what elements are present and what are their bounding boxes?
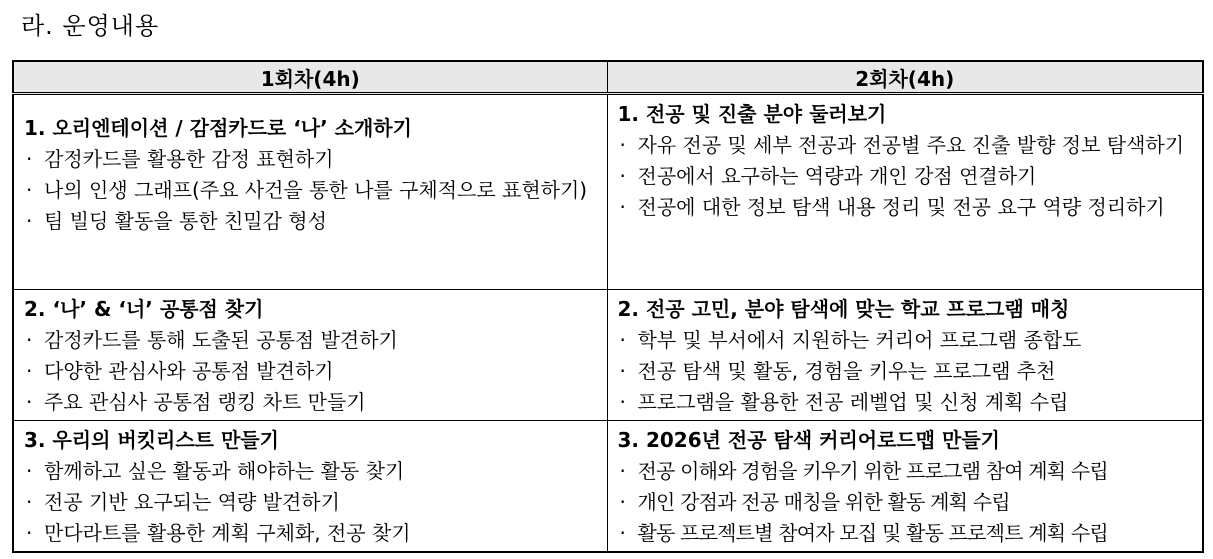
session-1-topic-3-title: 3. 우리의 버킷리스트 만들기 bbox=[24, 428, 279, 452]
list-item: · 개인 강점과 전공 매칭을 위한 활동 계획 수립 bbox=[618, 487, 1193, 518]
list-item: · 감정카드를 활용한 감정 표현하기 bbox=[24, 144, 597, 175]
list-item: · 전공에서 요구하는 역량과 개인 강점 연결하기 bbox=[618, 161, 1193, 192]
table-cell bbox=[13, 290, 607, 421]
list-item: · 만다라트를 활용한 계획 구체화, 전공 찾기 bbox=[24, 518, 597, 549]
table-cell bbox=[13, 94, 607, 290]
table-row bbox=[13, 94, 1203, 290]
table-cell bbox=[607, 421, 1203, 553]
list-item: · 전공 탐색 및 활동, 경험을 키우는 프로그램 추천 bbox=[618, 356, 1193, 387]
list-item: · 다양한 관심사와 공통점 발견하기 bbox=[24, 356, 597, 387]
table-row bbox=[13, 290, 1203, 421]
session-1-topic-2-title: 2. ‘나’ & ‘너’ 공통점 찾기 bbox=[24, 297, 264, 321]
table-cell bbox=[607, 290, 1203, 421]
table-header-row bbox=[13, 61, 1203, 94]
program-table bbox=[12, 60, 1204, 553]
session-2-topic-3-title: 3. 2026년 전공 탐색 커리어로드맵 만들기 bbox=[617, 428, 1000, 452]
session-1-topic-1-title: 1. 오리엔테이션 / 감점카드로 ‘나’ 소개하기 bbox=[24, 116, 412, 140]
list-item: · 나의 인생 그래프(주요 사건을 통한 나를 구체적으로 표현하기) bbox=[24, 175, 597, 206]
list-item: · 함께하고 싶은 활동과 해야하는 활동 찾기 bbox=[24, 456, 597, 487]
column-header-session-2: 2회차(4h) bbox=[607, 61, 1203, 94]
list-item: · 전공 이해와 경험을 키우기 위한 프로그램 참여 계획 수립 bbox=[618, 456, 1193, 487]
list-item: · 학부 및 부서에서 지원하는 커리어 프로그램 종합도 bbox=[618, 325, 1193, 356]
table-cell bbox=[607, 94, 1203, 290]
table-cell bbox=[13, 421, 607, 553]
section-heading: 라. 운영내용 bbox=[21, 12, 160, 40]
list-item: · 전공에 대한 정보 탐색 내용 정리 및 전공 요구 역량 정리하기 bbox=[618, 192, 1193, 223]
list-item: · 주요 관심사 공통점 랭킹 차트 만들기 bbox=[24, 387, 597, 418]
list-item: · 전공 기반 요구되는 역량 발견하기 bbox=[24, 487, 597, 518]
list-item: · 자유 전공 및 세부 전공과 전공별 주요 진출 발향 정보 탐색하기 bbox=[618, 130, 1193, 161]
list-item: · 감정카드를 통해 도출된 공통점 발견하기 bbox=[24, 325, 597, 356]
list-item: · 프로그램을 활용한 전공 레벨업 및 신청 계획 수립 bbox=[618, 387, 1193, 418]
column-header-session-1: 1회차(4h) bbox=[13, 61, 607, 94]
list-item: · 팀 빌딩 활동을 통한 친밀감 형성 bbox=[24, 206, 597, 237]
table-row bbox=[13, 421, 1203, 553]
session-2-topic-1-title: 1. 전공 및 진출 분야 둘러보기 bbox=[617, 102, 887, 126]
list-item: · 활동 프로젝트별 참여자 모집 및 활동 프로젝트 계획 수립 bbox=[618, 518, 1193, 549]
session-2-topic-2-title: 2. 전공 고민, 분야 탐색에 맞는 학교 프로그램 매칭 bbox=[617, 297, 1070, 321]
